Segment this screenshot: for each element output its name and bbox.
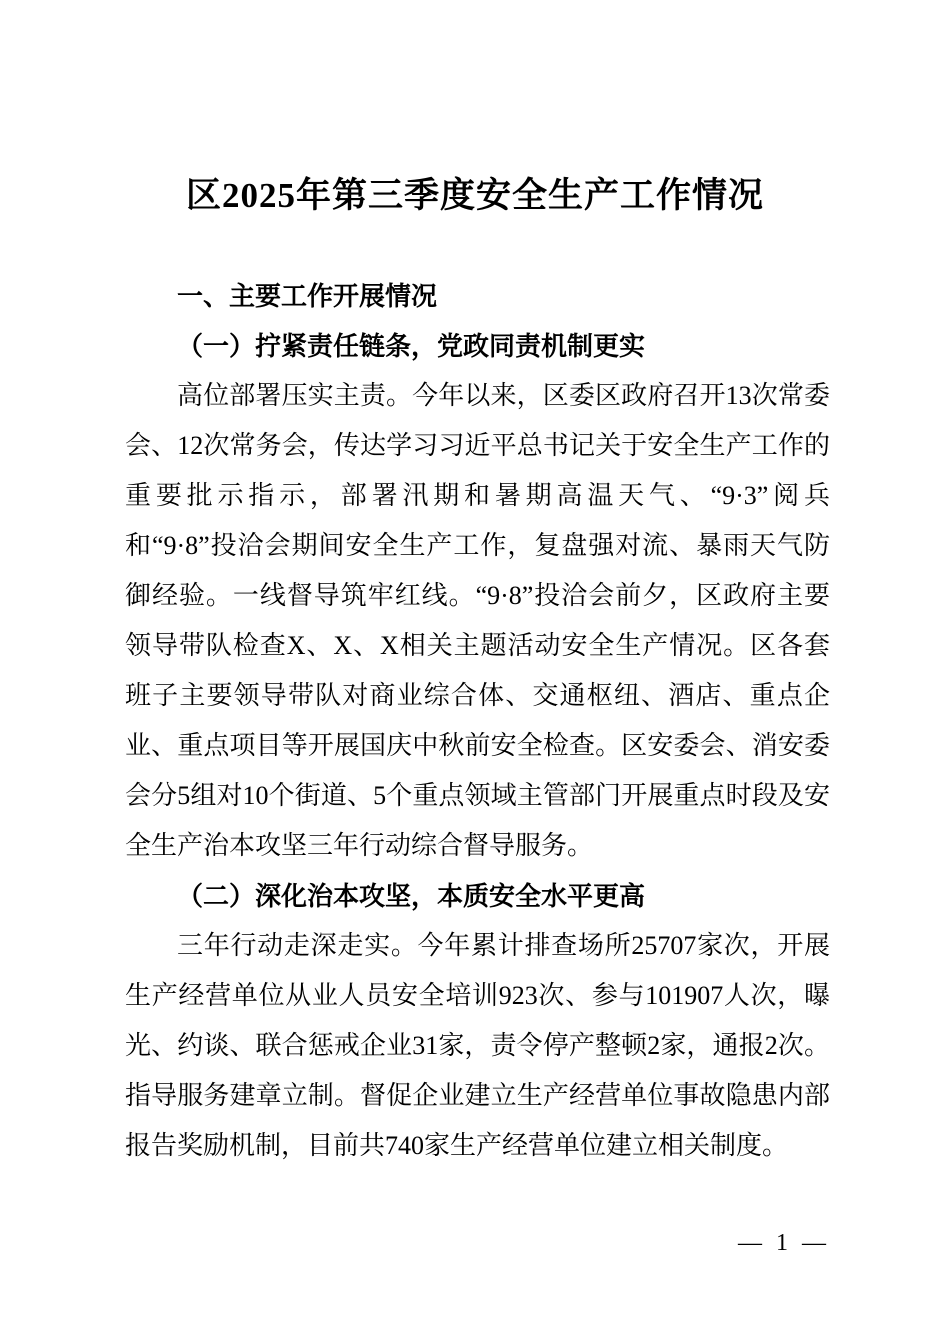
document-title: 区2025年第三季度安全生产工作情况	[185, 176, 764, 215]
paragraph-responsibility-chain: 高位部署压实主责。今年以来，区委区政府召开13次常委会、12次常务会，传达学习习近平总书记关于安全生产工作的重要批示指示，部署汛期和暑期高温天气、“9·3”阅兵和“9·8”投洽会期间安全生产工作，复盘强对流、暴雨天气防御经验。一线督导筑牢红线。“9·8”投洽会前夕，区政府主要领导带队检查X、X、X相关主题活动安全生产情况。区各套班子主要领导带队对商业综合体、交通枢纽、酒店、重点企业、重点项目等开展国庆中秋前安全检查。区安委会、消安委会分5组对10个街道、5个重点领域主管部门开展重点时段及安全生产治本攻坚三年行动综合督导服务。	[125, 381, 830, 861]
document-body	[125, 271, 830, 1171]
paragraph-root-cause-safety: 三年行动走深走实。今年累计排查场所25707家次，开展生产经营单位从业人员安全培训923次、参与101907人次，曝光、约谈、联合惩戒企业31家，责令停产整顿2家，通报2次。指导服务建章立制。督促企业建立生产经营单位事故隐患内部报告奖励机制，目前共740家生产经营单位建立相关制度。	[125, 931, 830, 1161]
page-number: — 1 —	[738, 1230, 830, 1256]
subsection-heading-responsibility-chain: （一）拧紧责任链条，党政同责机制更实	[177, 331, 646, 362]
subsection-heading-root-cause-safety: （二）深化治本攻坚，本质安全水平更高	[177, 881, 646, 912]
section-heading-main-work: 一、主要工作开展情况	[177, 281, 438, 312]
